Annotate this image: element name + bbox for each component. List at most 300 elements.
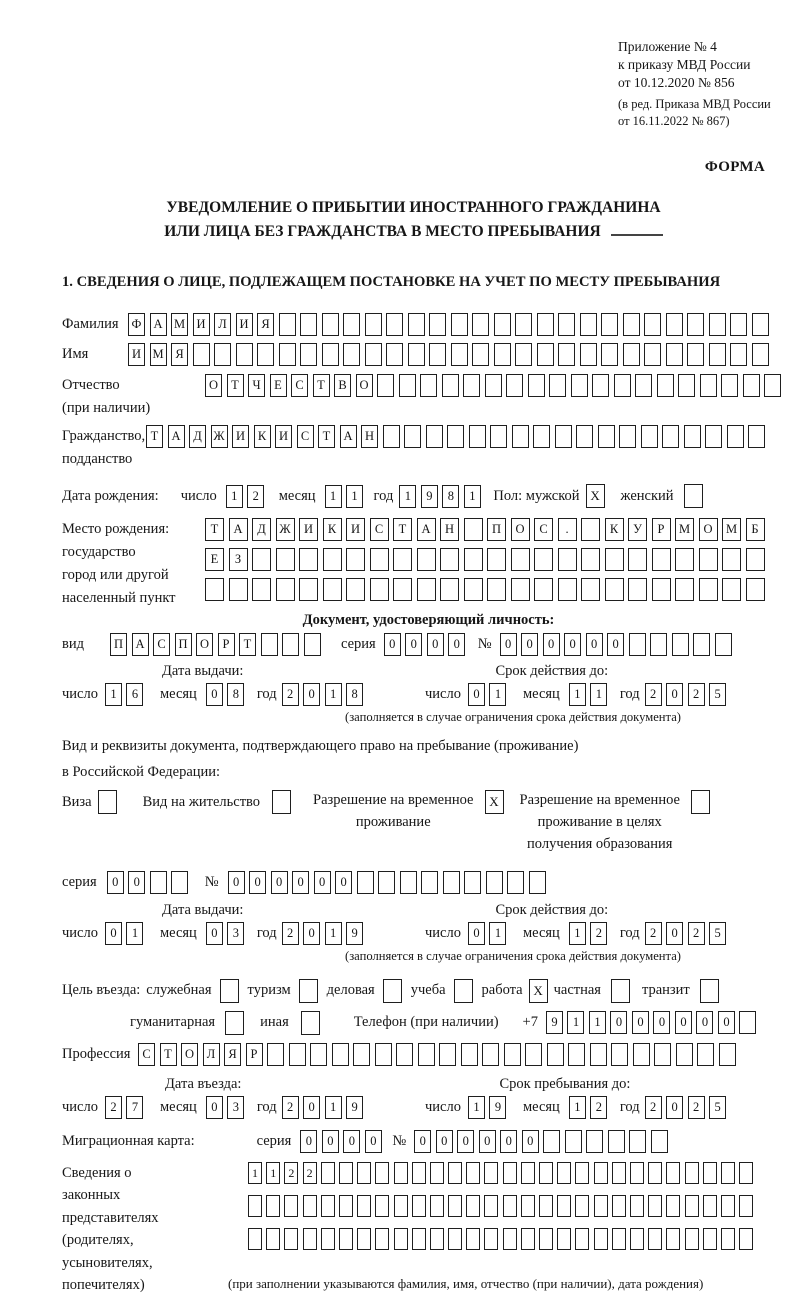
cell-box[interactable] [685, 1195, 699, 1217]
cell-box[interactable]: 2 [645, 683, 662, 706]
cell-box[interactable]: 1 [105, 683, 122, 706]
cell-box[interactable]: 7 [126, 1096, 143, 1119]
cell-box[interactable] [357, 1228, 371, 1250]
cell-box[interactable] [644, 343, 661, 366]
cell-box[interactable] [612, 1162, 626, 1184]
cell-box[interactable] [623, 313, 640, 336]
cell-box[interactable]: 9 [546, 1011, 563, 1034]
cell-box[interactable] [383, 425, 400, 448]
cell-box[interactable]: 0 [543, 633, 560, 656]
cell-box[interactable] [693, 633, 710, 656]
cell-box[interactable] [721, 374, 738, 397]
cell-box[interactable]: 5 [709, 1096, 726, 1119]
cell-box[interactable] [440, 578, 459, 601]
cell-box[interactable] [557, 1195, 571, 1217]
cell-box[interactable]: 0 [105, 922, 122, 945]
cell-box[interactable] [486, 871, 503, 894]
cell-box[interactable] [672, 633, 689, 656]
cell-box[interactable] [543, 1130, 560, 1153]
cell-box[interactable] [506, 374, 523, 397]
cell-box[interactable]: 0 [335, 871, 352, 894]
cell-box[interactable] [534, 578, 553, 601]
cell-box[interactable] [503, 1228, 517, 1250]
cell-box[interactable]: Т [227, 374, 244, 397]
cell-box[interactable]: О [699, 518, 718, 541]
cell-box[interactable] [703, 1195, 717, 1217]
cell-box[interactable]: 1 [567, 1011, 584, 1034]
cell-box[interactable] [303, 1228, 317, 1250]
cell-box[interactable]: 0 [653, 1011, 670, 1034]
cell-box[interactable] [721, 1162, 735, 1184]
cell-box[interactable]: 9 [346, 1096, 363, 1119]
cell-box[interactable] [705, 425, 722, 448]
cell-box[interactable] [611, 1043, 628, 1066]
cell-box[interactable] [343, 313, 360, 336]
cell-box[interactable] [594, 1228, 608, 1250]
cell-box[interactable]: 0 [314, 871, 331, 894]
cell-box[interactable]: 2 [284, 1162, 298, 1184]
cell-box[interactable]: 0 [479, 1130, 496, 1153]
cell-box[interactable]: 0 [271, 871, 288, 894]
cell-box[interactable] [703, 1162, 717, 1184]
cell-box[interactable]: 0 [206, 922, 223, 945]
cell-box[interactable]: 0 [427, 633, 444, 656]
cell-box[interactable] [752, 313, 769, 336]
cell-box[interactable]: 0 [107, 871, 124, 894]
cell-box[interactable]: О [356, 374, 373, 397]
cell-box[interactable] [417, 548, 436, 571]
cell-box[interactable]: 0 [586, 633, 603, 656]
cell-box[interactable] [267, 1043, 284, 1066]
cell-box[interactable]: Я [171, 343, 188, 366]
cell-box[interactable] [451, 313, 468, 336]
cell-box[interactable] [332, 1043, 349, 1066]
cell-box[interactable] [630, 1195, 644, 1217]
cell-box[interactable]: Я [224, 1043, 241, 1066]
cell-box[interactable] [257, 343, 274, 366]
cell-box[interactable]: 0 [303, 922, 320, 945]
cell-box[interactable] [463, 374, 480, 397]
cell-box[interactable] [675, 578, 694, 601]
cell-box[interactable] [722, 578, 741, 601]
cell-box[interactable]: 1 [126, 922, 143, 945]
cell-box[interactable] [472, 343, 489, 366]
cell-box[interactable] [377, 374, 394, 397]
cell-box[interactable] [687, 313, 704, 336]
cell-box[interactable]: 1 [266, 1162, 280, 1184]
cell-box[interactable] [739, 1162, 753, 1184]
cell-box[interactable]: Я [257, 313, 274, 336]
cell-box[interactable] [503, 1162, 517, 1184]
cell-box[interactable]: М [722, 518, 741, 541]
cell-box[interactable] [375, 1162, 389, 1184]
cell-box[interactable]: 0 [365, 1130, 382, 1153]
cell-box[interactable] [439, 1043, 456, 1066]
cell-box[interactable]: М [675, 518, 694, 541]
cell-box[interactable]: 1 [590, 683, 607, 706]
cell-box[interactable]: Ф [128, 313, 145, 336]
cell-box[interactable] [594, 1162, 608, 1184]
cell-box[interactable] [370, 548, 389, 571]
cell-box[interactable]: 6 [126, 683, 143, 706]
cell-box[interactable] [539, 1162, 553, 1184]
cell-box[interactable]: У [628, 518, 647, 541]
cell-box[interactable]: 8 [346, 683, 363, 706]
cell-box[interactable]: 0 [228, 871, 245, 894]
cell-box[interactable] [547, 1043, 564, 1066]
cell-box[interactable]: Е [270, 374, 287, 397]
cell-box[interactable]: Т [239, 633, 256, 656]
cell-box[interactable] [229, 578, 248, 601]
purpose-humanitarian-checkbox[interactable] [225, 1011, 244, 1035]
cell-box[interactable] [628, 548, 647, 571]
cell-box[interactable] [214, 343, 231, 366]
cell-box[interactable]: 0 [564, 633, 581, 656]
cell-box[interactable] [429, 343, 446, 366]
cell-box[interactable]: 1 [325, 922, 342, 945]
cell-box[interactable]: М [150, 343, 167, 366]
cell-box[interactable] [150, 871, 167, 894]
cell-box[interactable] [629, 1130, 646, 1153]
cell-box[interactable] [652, 578, 671, 601]
cell-box[interactable]: 2 [247, 485, 264, 508]
cell-box[interactable] [448, 1162, 462, 1184]
cell-box[interactable] [727, 425, 744, 448]
cell-box[interactable] [487, 548, 506, 571]
cell-box[interactable]: 0 [607, 633, 624, 656]
cell-box[interactable] [648, 1195, 662, 1217]
cell-box[interactable] [666, 343, 683, 366]
cell-box[interactable] [322, 313, 339, 336]
cell-box[interactable]: П [175, 633, 192, 656]
cell-box[interactable]: 0 [666, 922, 683, 945]
cell-box[interactable]: 1 [325, 1096, 342, 1119]
cell-box[interactable] [252, 578, 271, 601]
cell-box[interactable] [529, 871, 546, 894]
cell-box[interactable] [482, 1043, 499, 1066]
purpose-study-checkbox[interactable] [454, 979, 473, 1003]
cell-box[interactable] [261, 633, 278, 656]
cell-box[interactable] [558, 578, 577, 601]
cell-box[interactable] [612, 1195, 626, 1217]
cell-box[interactable]: 3 [227, 1096, 244, 1119]
cell-box[interactable] [558, 548, 577, 571]
cell-box[interactable] [393, 548, 412, 571]
cell-box[interactable]: П [487, 518, 506, 541]
cell-box[interactable]: Д [189, 425, 206, 448]
cell-box[interactable]: К [605, 518, 624, 541]
cell-box[interactable] [581, 518, 600, 541]
cell-box[interactable]: 2 [590, 922, 607, 945]
cell-box[interactable] [357, 1162, 371, 1184]
cell-box[interactable]: Р [652, 518, 671, 541]
cell-box[interactable]: 0 [206, 1096, 223, 1119]
cell-box[interactable]: С [297, 425, 314, 448]
cell-box[interactable] [346, 548, 365, 571]
cell-box[interactable] [666, 1162, 680, 1184]
cell-box[interactable] [581, 578, 600, 601]
cell-box[interactable] [539, 1228, 553, 1250]
cell-box[interactable] [343, 343, 360, 366]
cell-box[interactable] [430, 1195, 444, 1217]
temp-permit-checkbox[interactable]: X [485, 790, 504, 814]
cell-box[interactable] [576, 425, 593, 448]
cell-box[interactable]: А [340, 425, 357, 448]
cell-box[interactable] [586, 1130, 603, 1153]
cell-box[interactable] [399, 374, 416, 397]
cell-box[interactable]: 3 [227, 922, 244, 945]
cell-box[interactable] [451, 343, 468, 366]
cell-box[interactable] [525, 1043, 542, 1066]
cell-box[interactable] [612, 1228, 626, 1250]
cell-box[interactable]: 0 [457, 1130, 474, 1153]
cell-box[interactable] [641, 425, 658, 448]
cell-box[interactable]: 0 [522, 1130, 539, 1153]
cell-box[interactable] [580, 343, 597, 366]
cell-box[interactable]: С [138, 1043, 155, 1066]
cell-box[interactable]: З [229, 548, 248, 571]
cell-box[interactable]: Л [203, 1043, 220, 1066]
cell-box[interactable] [687, 343, 704, 366]
cell-box[interactable]: 0 [448, 633, 465, 656]
cell-box[interactable] [284, 1228, 298, 1250]
cell-box[interactable] [528, 374, 545, 397]
cell-box[interactable] [461, 1043, 478, 1066]
cell-box[interactable]: 1 [226, 485, 243, 508]
cell-box[interactable] [590, 1043, 607, 1066]
cell-box[interactable]: О [196, 633, 213, 656]
cell-box[interactable]: И [232, 425, 249, 448]
cell-box[interactable] [743, 374, 760, 397]
cell-box[interactable] [764, 374, 781, 397]
cell-box[interactable]: 0 [468, 683, 485, 706]
cell-box[interactable] [321, 1162, 335, 1184]
cell-box[interactable]: 0 [322, 1130, 339, 1153]
cell-box[interactable] [193, 343, 210, 366]
cell-box[interactable] [575, 1162, 589, 1184]
cell-box[interactable] [321, 1195, 335, 1217]
cell-box[interactable] [628, 578, 647, 601]
cell-box[interactable] [657, 374, 674, 397]
cell-box[interactable] [534, 548, 553, 571]
cell-box[interactable]: 2 [590, 1096, 607, 1119]
cell-box[interactable] [429, 313, 446, 336]
cell-box[interactable] [521, 1162, 535, 1184]
cell-box[interactable] [722, 548, 741, 571]
cell-box[interactable] [633, 1043, 650, 1066]
sex-male-checkbox[interactable]: X [586, 484, 605, 508]
cell-box[interactable] [565, 1130, 582, 1153]
cell-box[interactable] [322, 343, 339, 366]
cell-box[interactable]: И [275, 425, 292, 448]
cell-box[interactable] [685, 1162, 699, 1184]
cell-box[interactable] [549, 374, 566, 397]
cell-box[interactable] [594, 1195, 608, 1217]
cell-box[interactable]: Н [361, 425, 378, 448]
cell-box[interactable] [205, 578, 224, 601]
cell-box[interactable] [746, 548, 765, 571]
cell-box[interactable] [539, 1195, 553, 1217]
cell-box[interactable] [248, 1195, 262, 1217]
cell-box[interactable]: 0 [384, 633, 401, 656]
cell-box[interactable]: 1 [489, 922, 506, 945]
cell-box[interactable] [276, 578, 295, 601]
cell-box[interactable]: Ж [276, 518, 295, 541]
cell-box[interactable] [466, 1162, 480, 1184]
cell-box[interactable]: 0 [405, 633, 422, 656]
cell-box[interactable] [299, 548, 318, 571]
cell-box[interactable] [304, 633, 321, 656]
cell-box[interactable] [608, 1130, 625, 1153]
cell-box[interactable] [339, 1228, 353, 1250]
cell-box[interactable] [386, 313, 403, 336]
cell-box[interactable] [730, 313, 747, 336]
cell-box[interactable] [601, 313, 618, 336]
cell-box[interactable]: 0 [610, 1011, 627, 1034]
cell-box[interactable]: 0 [675, 1011, 692, 1034]
cell-box[interactable] [635, 374, 652, 397]
cell-box[interactable] [404, 425, 421, 448]
cell-box[interactable]: 0 [632, 1011, 649, 1034]
cell-box[interactable] [469, 425, 486, 448]
cell-box[interactable] [700, 374, 717, 397]
cell-box[interactable] [507, 871, 524, 894]
cell-box[interactable]: Д [252, 518, 271, 541]
cell-box[interactable]: 2 [303, 1162, 317, 1184]
cell-box[interactable] [715, 633, 732, 656]
cell-box[interactable]: Т [146, 425, 163, 448]
cell-box[interactable] [752, 343, 769, 366]
cell-box[interactable] [412, 1195, 426, 1217]
cell-box[interactable] [353, 1043, 370, 1066]
cell-box[interactable]: 0 [206, 683, 223, 706]
cell-box[interactable]: 0 [128, 871, 145, 894]
cell-box[interactable] [605, 578, 624, 601]
cell-box[interactable] [394, 1162, 408, 1184]
cell-box[interactable] [666, 313, 683, 336]
cell-box[interactable]: А [229, 518, 248, 541]
cell-box[interactable] [614, 374, 631, 397]
cell-box[interactable] [464, 548, 483, 571]
cell-box[interactable]: Ч [248, 374, 265, 397]
cell-box[interactable] [651, 1130, 668, 1153]
cell-box[interactable] [266, 1195, 280, 1217]
cell-box[interactable] [521, 1195, 535, 1217]
cell-box[interactable] [466, 1228, 480, 1250]
cell-box[interactable] [630, 1228, 644, 1250]
cell-box[interactable]: 2 [688, 683, 705, 706]
cell-box[interactable] [365, 313, 382, 336]
cell-box[interactable]: 0 [500, 1130, 517, 1153]
cell-box[interactable]: 0 [500, 633, 517, 656]
cell-box[interactable]: О [205, 374, 222, 397]
cell-box[interactable]: 2 [645, 922, 662, 945]
cell-box[interactable] [709, 343, 726, 366]
cell-box[interactable] [394, 1195, 408, 1217]
cell-box[interactable] [675, 548, 694, 571]
cell-box[interactable] [484, 1195, 498, 1217]
cell-box[interactable]: П [110, 633, 127, 656]
cell-box[interactable]: 0 [303, 1096, 320, 1119]
cell-box[interactable]: И [128, 343, 145, 366]
cell-box[interactable] [568, 1043, 585, 1066]
cell-box[interactable] [408, 313, 425, 336]
cell-box[interactable] [236, 343, 253, 366]
cell-box[interactable] [748, 425, 765, 448]
cell-box[interactable]: С [153, 633, 170, 656]
cell-box[interactable] [323, 578, 342, 601]
cell-box[interactable] [598, 425, 615, 448]
cell-box[interactable]: К [323, 518, 342, 541]
cell-box[interactable] [300, 343, 317, 366]
cell-box[interactable] [699, 578, 718, 601]
cell-box[interactable]: 1 [489, 683, 506, 706]
cell-box[interactable]: 2 [282, 922, 299, 945]
cell-box[interactable]: И [193, 313, 210, 336]
cell-box[interactable] [685, 1228, 699, 1250]
cell-box[interactable] [575, 1228, 589, 1250]
cell-box[interactable] [310, 1043, 327, 1066]
cell-box[interactable] [472, 313, 489, 336]
cell-box[interactable] [248, 1228, 262, 1250]
cell-box[interactable]: 5 [709, 683, 726, 706]
cell-box[interactable]: 0 [343, 1130, 360, 1153]
cell-box[interactable]: В [334, 374, 351, 397]
cell-box[interactable]: 0 [521, 633, 538, 656]
cell-box[interactable]: 0 [468, 922, 485, 945]
cell-box[interactable] [284, 1195, 298, 1217]
cell-box[interactable]: С [370, 518, 389, 541]
residence-checkbox[interactable] [272, 790, 291, 814]
cell-box[interactable] [515, 313, 532, 336]
cell-box[interactable]: 0 [300, 1130, 317, 1153]
cell-box[interactable] [511, 578, 530, 601]
cell-box[interactable] [346, 578, 365, 601]
cell-box[interactable] [370, 578, 389, 601]
cell-box[interactable]: К [254, 425, 271, 448]
purpose-other-checkbox[interactable] [301, 1011, 320, 1035]
cell-box[interactable] [537, 343, 554, 366]
cell-box[interactable] [739, 1011, 756, 1034]
cell-box[interactable] [464, 578, 483, 601]
cell-box[interactable] [739, 1228, 753, 1250]
cell-box[interactable] [276, 548, 295, 571]
cell-box[interactable] [412, 1162, 426, 1184]
cell-box[interactable]: 1 [468, 1096, 485, 1119]
cell-box[interactable] [699, 548, 718, 571]
cell-box[interactable] [171, 871, 188, 894]
cell-box[interactable]: 0 [249, 871, 266, 894]
cell-box[interactable]: 0 [666, 683, 683, 706]
cell-box[interactable]: 2 [688, 1096, 705, 1119]
cell-box[interactable]: Р [218, 633, 235, 656]
cell-box[interactable]: С [534, 518, 553, 541]
cell-box[interactable]: 0 [696, 1011, 713, 1034]
cell-box[interactable]: А [168, 425, 185, 448]
cell-box[interactable] [464, 518, 483, 541]
cell-box[interactable]: Н [440, 518, 459, 541]
cell-box[interactable] [494, 343, 511, 366]
cell-box[interactable]: О [181, 1043, 198, 1066]
cell-box[interactable] [739, 1195, 753, 1217]
cell-box[interactable] [494, 313, 511, 336]
cell-box[interactable]: 9 [346, 922, 363, 945]
cell-box[interactable] [648, 1162, 662, 1184]
cell-box[interactable] [521, 1228, 535, 1250]
cell-box[interactable] [447, 425, 464, 448]
cell-box[interactable] [339, 1162, 353, 1184]
cell-box[interactable]: М [171, 313, 188, 336]
